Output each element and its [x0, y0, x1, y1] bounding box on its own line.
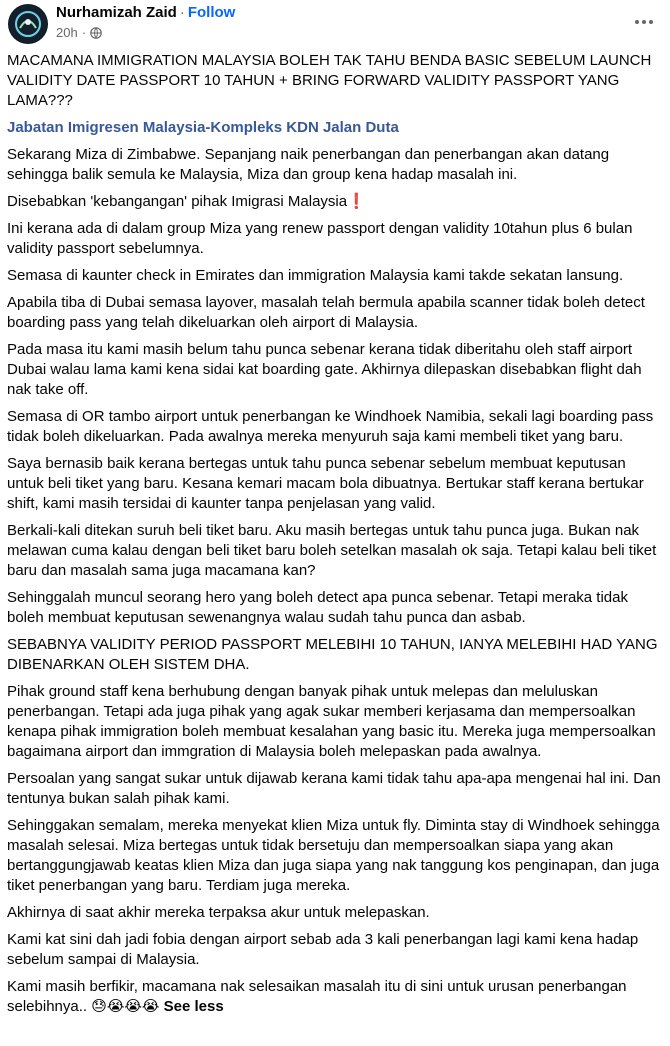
paragraph-1: Sekarang Miza di Zimbabwe. Sepanjang naik penerbangan dan penerbangan akan datang sehingga balik semula ke Malaysia, Miza dan group kena hadap masalah ini.	[7, 146, 610, 183]
paragraph-16: Kami kat sini dah jadi fobia dengan airport sebab ada 3 kali penerbangan lagi kami kena hadap sebelum sampai di Malaysia.	[7, 931, 639, 968]
profile-logo-icon	[8, 4, 48, 44]
paragraph-15: Akhirnya di saat akhir mereka terpaksa akur untuk melepaskan.	[7, 904, 430, 921]
globe-icon[interactable]	[90, 27, 102, 39]
paragraph-7: Semasa di OR tambo airport untuk penerbangan ke Windhoek Namibia, sekali lagi boarding pass tidak boleh dikeluarkan. Pada awalnya mereka menyuruh saja kami membeli tiket yang baru.	[7, 408, 654, 445]
paragraph-13: Persoalan yang sangat sukar untuk dijawab kerana kami tidak tahu apa-apa mengenai hal ini. Dan tentunya bukan salah pihak kami.	[7, 770, 661, 807]
meta-separator: ·	[81, 25, 87, 40]
author-name[interactable]: Nurhamizah Zaid	[56, 4, 177, 21]
post-title: MACAMANA IMMIGRATION MALAYSIA BOLEH TAK TAHU BENDA BASIC SEBELUM LAUNCH VALIDITY DATE PASSPORT 10 TAHUN + BRING FORWARD VALIDITY PASSPORT YANG LAMA???	[7, 52, 652, 109]
paragraph-14: Sehinggakan semalam, mereka menyekat klien Miza untuk fly. Diminta stay di Windhoek sehingga masalah selesai. Miza bertegas untuk tidak bersetuju dan mempersoalkan siapa yang akan bertanggungjawab keatas klien Miza dan juga siapa yang nak tanggung kos penginapan, dan juga tiket penerbangan yang baru. Terdiam juga mereka.	[7, 817, 660, 894]
paragraph-3: Ini kerana ada di dalam group Miza yang renew passport dengan validity 10tahun plus 6 bulan validity passport sebelumnya.	[7, 220, 633, 257]
more-horizontal-icon[interactable]	[632, 10, 656, 34]
crying-emojis: 😓😭😭😭	[91, 998, 160, 1015]
post-timestamp[interactable]: 20h	[56, 25, 78, 40]
post-body	[0, 48, 670, 1017]
paragraph-17	[7, 977, 661, 1017]
see-less-button[interactable]: See less	[163, 998, 224, 1015]
post-header	[0, 0, 670, 48]
paragraph-4: Semasa di kaunter check in Emirates dan immigration Malaysia kami takde sekatan lansung.	[7, 267, 624, 284]
page-mention-link[interactable]: Jabatan Imigresen Malaysia-Kompleks KDN Jalan Duta	[7, 119, 399, 136]
exclamation-emoji: ❗	[347, 193, 366, 210]
paragraph-10: Sehinggalah muncul seorang hero yang boleh detect apa punca sebenar. Tetapi meraka tidak boleh membuat keputusan sewenangnya walau sudah tahu punca dan asbab.	[7, 589, 628, 626]
post-meta	[56, 25, 102, 41]
paragraph-5: Apabila tiba di Dubai semasa layover, masalah telah bermula apabila scanner tidak boleh detect boarding pass yang telah dikeluarkan oleh airport di Malaysia.	[7, 294, 645, 331]
author-separator: ·	[179, 4, 185, 21]
paragraph-2-text: Disebabkan 'kebangangan' pihak Imigrasi Malaysia	[7, 193, 348, 210]
paragraph-17-text: Kami masih berfikir, macamana nak selesaikan masalah itu di sini untuk urusan penerbangan selebihnya..	[7, 978, 627, 1015]
paragraph-11: SEBABNYA VALIDITY PERIOD PASSPORT MELEBIHI 10 TAHUN, IANYA MELEBIHI HAD YANG DIBENARKAN OLEH SISTEM DHA.	[7, 636, 658, 673]
author-avatar[interactable]	[8, 4, 48, 44]
paragraph-9: Berkali-kali ditekan suruh beli tiket baru. Aku masih bertegas untuk tahu punca juga. Bukan nak melawan cuma kalau dengan beli tiket baru boleh setelkan masalah ok saja. Tetapi kalau beli tiket baru dan masalah sama juga macamana kan?	[7, 522, 657, 579]
paragraph-6: Pada masa itu kami masih belum tahu punca sebenar kerana tidak diberitahu oleh staff airport Dubai walau lama kami kena sidai kat boarding gate. Akhirnya dilepaskan disebabkan flight dah nak take off.	[7, 341, 642, 398]
follow-button[interactable]: Follow	[187, 4, 236, 21]
author-line	[56, 4, 235, 22]
paragraph-12: Pihak ground staff kena berhubung dengan banyak pihak untuk melepas dan meluluskan penerbangan. Tetapi ada juga pihak yang agak sukar memberi kerjasama dan mempersoalkan kenapa pihak immigration boleh membuat kesalahan yang basic itu. Mereka juga mempersoalkan bagaimana airport dan immgration di Malaysia boleh melepaskan pada awalnya.	[7, 683, 656, 760]
paragraph-2	[7, 192, 661, 212]
paragraph-8: Saya bernasib baik kerana bertegas untuk tahu punca sebenar sebelum membuat keputusan untuk beli tiket yang baru. Kesana kemari macam bola dibuatnya. Bertukar staff kerana bertukar shift, kami masih tersidai di kaunter tanpa penjelasan yang valid.	[7, 455, 644, 512]
